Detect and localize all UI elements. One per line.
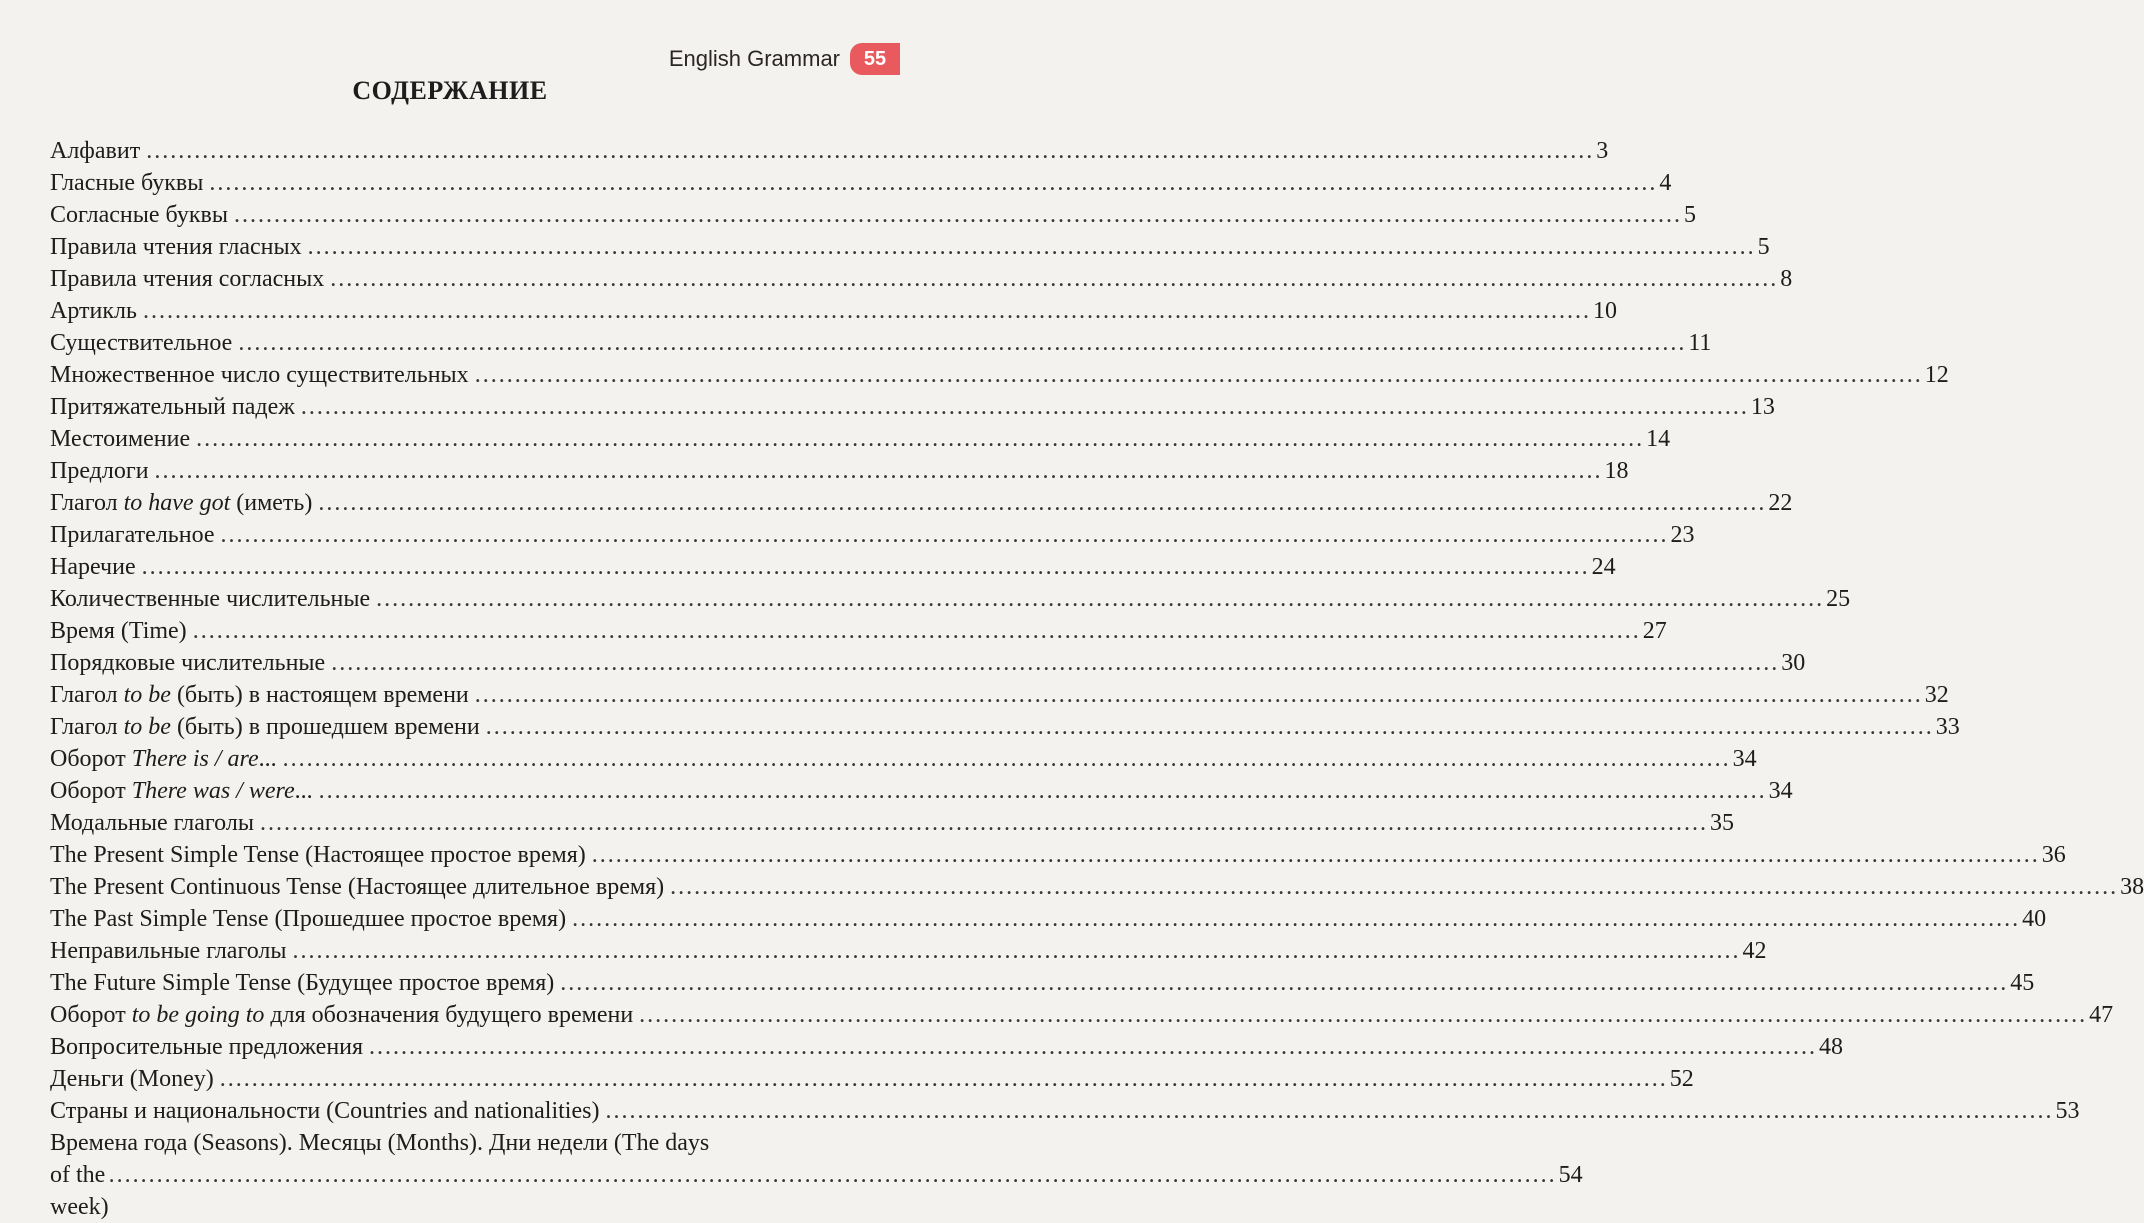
toc-entry[interactable] xyxy=(50,775,1793,807)
toc-entry-page: 45 xyxy=(2010,970,2035,996)
toc-entry[interactable] xyxy=(50,583,1851,615)
toc-entry-title xyxy=(50,839,586,871)
toc-entry-title-text: Местоимение xyxy=(50,426,191,452)
toc-entry-title-text: The Present Simple Tense (Настоящее простое время) xyxy=(50,842,586,868)
toc-entry-page: 47 xyxy=(2089,1002,2114,1028)
toc-entry-page: 35 xyxy=(1709,810,1734,836)
toc-entry-line2 xyxy=(50,1159,1583,1220)
toc-entry[interactable] xyxy=(50,231,1770,263)
toc-entry-title-text: Оборот xyxy=(50,1002,132,1028)
toc-entry-title xyxy=(50,935,286,967)
toc-entry-title-text: Порядковые числительные xyxy=(50,650,326,676)
toc-entry-title-text: Множественное число существительных xyxy=(50,362,469,388)
toc-entry-page: 53 xyxy=(2055,1098,2080,1124)
toc-entry-title-text: Оборот xyxy=(50,746,132,772)
dot-leader xyxy=(605,1095,2053,1127)
toc-entry-page: 12 xyxy=(1924,362,1949,388)
toc-entry-title xyxy=(50,487,312,519)
toc-entry[interactable] xyxy=(50,1063,1694,1095)
toc-entry-title-text: Прилагательное xyxy=(50,522,215,548)
toc-entry[interactable] xyxy=(50,359,1949,391)
toc-entry-title xyxy=(50,711,480,743)
toc-entry-title-text: Глагол xyxy=(50,490,124,516)
toc-entry-page: 32 xyxy=(1924,682,1949,708)
toc-entry[interactable] xyxy=(50,423,1671,455)
toc-entry-title xyxy=(50,455,149,487)
toc-entry[interactable] xyxy=(50,1031,1844,1063)
toc-entry-title-text: The Future Simple Tense (Будущее простое время) xyxy=(50,970,555,996)
toc-entry-title xyxy=(50,199,228,231)
toc-entry-title-text: ... xyxy=(294,778,313,804)
dot-leader xyxy=(146,135,1594,167)
toc-entry[interactable] xyxy=(50,1095,2080,1127)
dot-leader xyxy=(475,679,1923,711)
toc-entry[interactable] xyxy=(50,647,1806,679)
toc-entry[interactable] xyxy=(50,263,1793,295)
toc-entry-title-text: Деньги (Money) xyxy=(50,1066,214,1092)
toc-entry-title-text: Количественные числительные xyxy=(50,586,371,612)
toc-entry-title xyxy=(50,135,140,167)
toc-entry-title-text: Правила чтения согласных xyxy=(50,266,325,292)
toc-entry-page: 8 xyxy=(1780,266,1793,292)
toc-entry-page: 10 xyxy=(1592,298,1617,324)
toc-entry-title xyxy=(50,679,469,711)
toc-entry-title xyxy=(50,967,554,999)
toc-entry-title-text: Страны и национальности (Countries and nationalities) xyxy=(50,1098,600,1124)
toc-entry[interactable] xyxy=(50,839,2066,871)
toc-entry-title xyxy=(50,423,190,455)
toc-entry-title-text: Существительное xyxy=(50,330,233,356)
dot-leader xyxy=(639,999,2087,1031)
toc-entry-title-italic: There is / are xyxy=(131,746,259,772)
toc-entry-title xyxy=(50,327,232,359)
toc-entry-page: 22 xyxy=(1768,490,1793,516)
toc-entry-title xyxy=(50,359,469,391)
toc-entry-page: 30 xyxy=(1781,650,1806,676)
toc-entry-title xyxy=(50,775,313,807)
toc-entry-page: 5 xyxy=(1683,202,1696,228)
toc-entry-title xyxy=(50,743,277,775)
toc-entry[interactable] xyxy=(50,455,1629,487)
toc-entry-title-text: Согласные буквы xyxy=(50,202,228,228)
toc-entry-title-text: Глагол xyxy=(50,714,124,740)
dot-leader xyxy=(292,935,1740,967)
toc-entry-title-text: (быть) в прошедшем времени xyxy=(170,714,480,740)
toc-entry[interactable] xyxy=(50,935,1767,967)
dot-leader xyxy=(331,647,1779,679)
dot-leader xyxy=(319,775,1767,807)
dot-leader xyxy=(155,455,1603,487)
toc-entry[interactable] xyxy=(50,999,2114,1031)
dot-leader xyxy=(301,391,1749,423)
toc-entry-page: 42 xyxy=(1742,938,1767,964)
toc-entry-title-text: Время (Time) xyxy=(50,618,187,644)
toc-entry-page: 27 xyxy=(1642,618,1667,644)
toc-entry[interactable] xyxy=(50,743,1757,775)
toc-entry-title-text: Алфавит xyxy=(50,138,141,164)
toc-entry-title xyxy=(50,231,302,263)
toc-entry-page: 34 xyxy=(1732,746,1757,772)
toc-entry-page: 38 xyxy=(2120,874,2144,900)
toc-entry-page: 54 xyxy=(1558,1162,1583,1188)
dot-leader xyxy=(238,327,1686,359)
toc-entry-title xyxy=(50,647,325,679)
toc-entry-page: 4 xyxy=(1659,170,1672,196)
toc-entry[interactable] xyxy=(50,551,1616,583)
toc-entry-title-italic: to be xyxy=(123,682,171,708)
dot-leader xyxy=(221,519,1669,551)
toc-entry[interactable] xyxy=(50,391,1775,423)
page-number-badge: 55 xyxy=(850,43,900,75)
toc-entry-title xyxy=(50,551,136,583)
toc-entry[interactable] xyxy=(50,615,1667,647)
dot-leader xyxy=(109,1159,1557,1191)
toc-entry-title xyxy=(50,263,324,295)
dot-leader xyxy=(376,583,1824,615)
toc-entry-page: 36 xyxy=(2041,842,2066,868)
toc-entry-title xyxy=(50,999,633,1031)
toc-entry-title xyxy=(50,1031,363,1063)
dot-leader xyxy=(234,199,1682,231)
toc-entry-title xyxy=(50,615,187,647)
toc-entry-seasons-months-days[interactable] xyxy=(50,1127,1583,1220)
toc-entry-page: 33 xyxy=(1935,714,1960,740)
toc-entry-title-text: Неправильные глаголы xyxy=(50,938,287,964)
toc-entry-title-text: (иметь) xyxy=(230,490,313,516)
toc-entry-page: 13 xyxy=(1750,394,1775,420)
toc-entry-title xyxy=(50,1095,599,1127)
page-header xyxy=(669,42,900,76)
toc-entry-page: 3 xyxy=(1596,138,1609,164)
toc-entry-page: 48 xyxy=(1819,1034,1844,1060)
dot-leader xyxy=(142,551,1590,583)
toc-entry-title-text: Притяжательный падеж xyxy=(50,394,295,420)
toc-entry-page: 23 xyxy=(1670,522,1695,548)
toc-entry-title xyxy=(50,519,215,551)
dot-leader xyxy=(318,487,1766,519)
dot-leader xyxy=(308,231,1756,263)
dot-leader xyxy=(369,1031,1817,1063)
dot-leader xyxy=(330,263,1778,295)
toc-entry-page: 40 xyxy=(2022,906,2047,932)
toc-entry-title xyxy=(50,871,664,903)
toc-entry-page: 24 xyxy=(1591,554,1616,580)
toc-entry-page: 14 xyxy=(1646,426,1671,452)
toc-entry-title-text: ... xyxy=(258,746,277,772)
toc-entry-title-line1: Времена года (Seasons). Месяцы (Months). Дни недели (The days xyxy=(50,1130,710,1156)
toc-entry-title-line2: of the week) xyxy=(50,1162,109,1220)
toc-entry[interactable] xyxy=(50,487,1793,519)
toc-entry-title-text: (быть) в настоящем времени xyxy=(170,682,469,708)
toc-entry-page: 11 xyxy=(1688,330,1712,356)
toc-entry-title xyxy=(50,391,295,423)
dot-leader xyxy=(220,1063,1668,1095)
dot-leader xyxy=(143,295,1591,327)
toc-entry-title xyxy=(50,583,370,615)
table-of-contents xyxy=(50,135,2144,1220)
toc-entry[interactable] xyxy=(50,295,1617,327)
toc-entry-title xyxy=(50,167,203,199)
toc-entry-title-italic: to be going to xyxy=(131,1002,265,1028)
toc-entry-title-text: Модальные глаголы xyxy=(50,810,254,836)
toc-entry-title xyxy=(50,1063,214,1095)
toc-entry-title-text: Оборот xyxy=(50,778,132,804)
dot-leader xyxy=(670,871,2118,903)
header-title: English Grammar xyxy=(668,46,840,71)
dot-leader xyxy=(486,711,1934,743)
dot-leader xyxy=(560,967,2008,999)
toc-entry-title-text: Глагол xyxy=(50,682,124,708)
toc-entry-page: 18 xyxy=(1604,458,1629,484)
dot-leader xyxy=(592,839,2040,871)
dot-leader xyxy=(193,615,1641,647)
dot-leader xyxy=(572,903,2020,935)
toc-entry-title-text: Предлоги xyxy=(50,458,149,484)
toc-entry-title-text: The Past Simple Tense (Прошедшее простое время) xyxy=(50,906,567,932)
toc-entry[interactable] xyxy=(50,519,1695,551)
toc-entry-title-italic: to have got xyxy=(123,490,231,516)
dot-leader xyxy=(209,167,1657,199)
toc-entry-title-text: Правила чтения гласных xyxy=(50,234,302,260)
toc-title: СОДЕРЖАНИЕ xyxy=(352,76,548,105)
toc-entry[interactable] xyxy=(50,871,2144,903)
toc-entry[interactable] xyxy=(50,967,2035,999)
toc-entry-title-text: для обозначения будущего времени xyxy=(264,1002,634,1028)
toc-entry[interactable] xyxy=(50,679,1949,711)
dot-leader xyxy=(283,743,1731,775)
toc-entry-title-text: Вопросительные предложения xyxy=(50,1034,364,1060)
toc-entry[interactable] xyxy=(50,327,1712,359)
toc-entry[interactable] xyxy=(50,807,1734,839)
toc-entry[interactable] xyxy=(50,135,1609,167)
toc-entry-page: 25 xyxy=(1826,586,1851,612)
toc-entry-title xyxy=(50,903,566,935)
toc-entry[interactable] xyxy=(50,167,1672,199)
toc-entry-title-text: Гласные буквы xyxy=(50,170,204,196)
toc-entry-page: 52 xyxy=(1669,1066,1694,1092)
dot-leader xyxy=(260,807,1708,839)
toc-entry-title-italic: There was / were xyxy=(131,778,295,804)
toc-entry[interactable] xyxy=(50,199,1696,231)
toc-entry-page: 34 xyxy=(1768,778,1793,804)
toc-entry-title-text: Наречие xyxy=(50,554,136,580)
toc-entry[interactable] xyxy=(50,711,1960,743)
dot-leader xyxy=(475,359,1923,391)
toc-entry-title xyxy=(50,807,254,839)
toc-entry[interactable] xyxy=(50,903,2047,935)
toc-entry-page: 5 xyxy=(1757,234,1770,260)
toc-entry-title-text: The Present Continuous Tense (Настоящее длительное время) xyxy=(50,874,665,900)
dot-leader xyxy=(196,423,1644,455)
toc-entry-title-italic: to be xyxy=(123,714,171,740)
toc-entry-title xyxy=(50,295,137,327)
toc-entry-title-text: Артикль xyxy=(50,298,137,324)
